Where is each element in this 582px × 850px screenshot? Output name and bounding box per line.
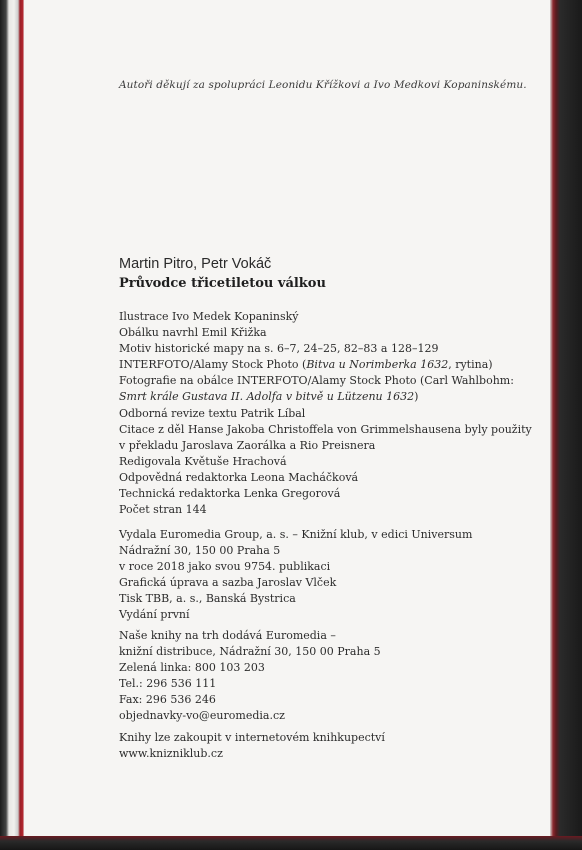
distribution-address: knižní distribuce, Nádražní 30, 150 00 Praha 5 <box>119 645 381 659</box>
distribution-hotline: Zelená linka: 800 103 203 <box>119 661 265 675</box>
credit-quotes: Citace z děl Hanse Jakoba Christoffela von Grimmelshausena byly použity <box>119 422 532 436</box>
publisher-address: Nádražní 30, 150 00 Praha 5 <box>119 544 281 558</box>
distribution-fax: Fax: 296 536 246 <box>119 693 216 707</box>
book-authors: Martin Pitro, Petr Vokáč <box>119 256 272 272</box>
credits-block <box>119 309 532 518</box>
credit-illustrations: Ilustrace Ivo Medek Kopaninský <box>119 310 299 323</box>
scan-left-edge <box>0 0 24 850</box>
book-title: Průvodce třicetiletou válkou <box>119 276 326 291</box>
distribution-phone: Tel.: 296 536 111 <box>119 677 217 691</box>
credit-maps: Motiv historické mapy na s. 6–7, 24–25, 82–83 a 128–129 <box>119 342 439 356</box>
publisher-print: Tisk TBB, a. s., Banská Bystrica <box>119 592 296 606</box>
acknowledgement: Autoři děkují za spolupráci Leonidu Křížkovi a Ivo Medkovi Kopaninskému. <box>119 79 527 91</box>
shop-block <box>119 730 385 762</box>
scan-right-edge <box>550 0 582 850</box>
credit-technical-editor: Technická redaktorka Lenka Gregorová <box>119 487 341 501</box>
shop-info: Knihy lze zakoupit v internetovém knihkupectví <box>119 731 385 744</box>
credit-cover: Obálku navrhl Emil Křižka <box>119 326 267 340</box>
publisher-line: Vydala Euromedia Group, a. s. – Knižní klub, v edici Universum <box>119 528 473 541</box>
distribution-email: objednavky-vo@euromedia.cz <box>119 709 285 723</box>
publisher-year: v roce 2018 jako svou 9754. publikaci <box>119 560 331 574</box>
publisher-edition: Vydání první <box>119 608 190 622</box>
credit-quotes-translation: v překladu Jaroslava Zaorálka a Rio Preisnera <box>119 438 376 452</box>
credit-map-source: INTERFOTO/Alamy Stock Photo (Bitva u Norimberka 1632, rytina) <box>119 358 493 372</box>
scan-bottom-edge <box>0 836 582 850</box>
distribution-line: Naše knihy na trh dodává Euromedia – <box>119 629 336 642</box>
publisher-block <box>119 527 472 624</box>
publisher-typesetting: Grafická úprava a sazba Jaroslav Vlček <box>119 576 337 590</box>
credit-review: Odborná revize textu Patrik Líbal <box>119 406 306 420</box>
credit-cover-photo-title: Smrt krále Gustava II. Adolfa v bitvě u Lützenu 1632) <box>119 390 419 404</box>
credit-editor: Redigovala Květuše Hrachová <box>119 454 287 468</box>
credit-cover-photo: Fotografie na obálce INTERFOTO/Alamy Stock Photo (Carl Wahlbohm: <box>119 374 514 388</box>
distribution-block <box>119 628 381 725</box>
shop-url: www.knizniklub.cz <box>119 747 223 761</box>
credit-responsible-editor: Odpovědná redaktorka Leona Macháčková <box>119 470 359 484</box>
credit-page-count: Počet stran 144 <box>119 503 207 517</box>
